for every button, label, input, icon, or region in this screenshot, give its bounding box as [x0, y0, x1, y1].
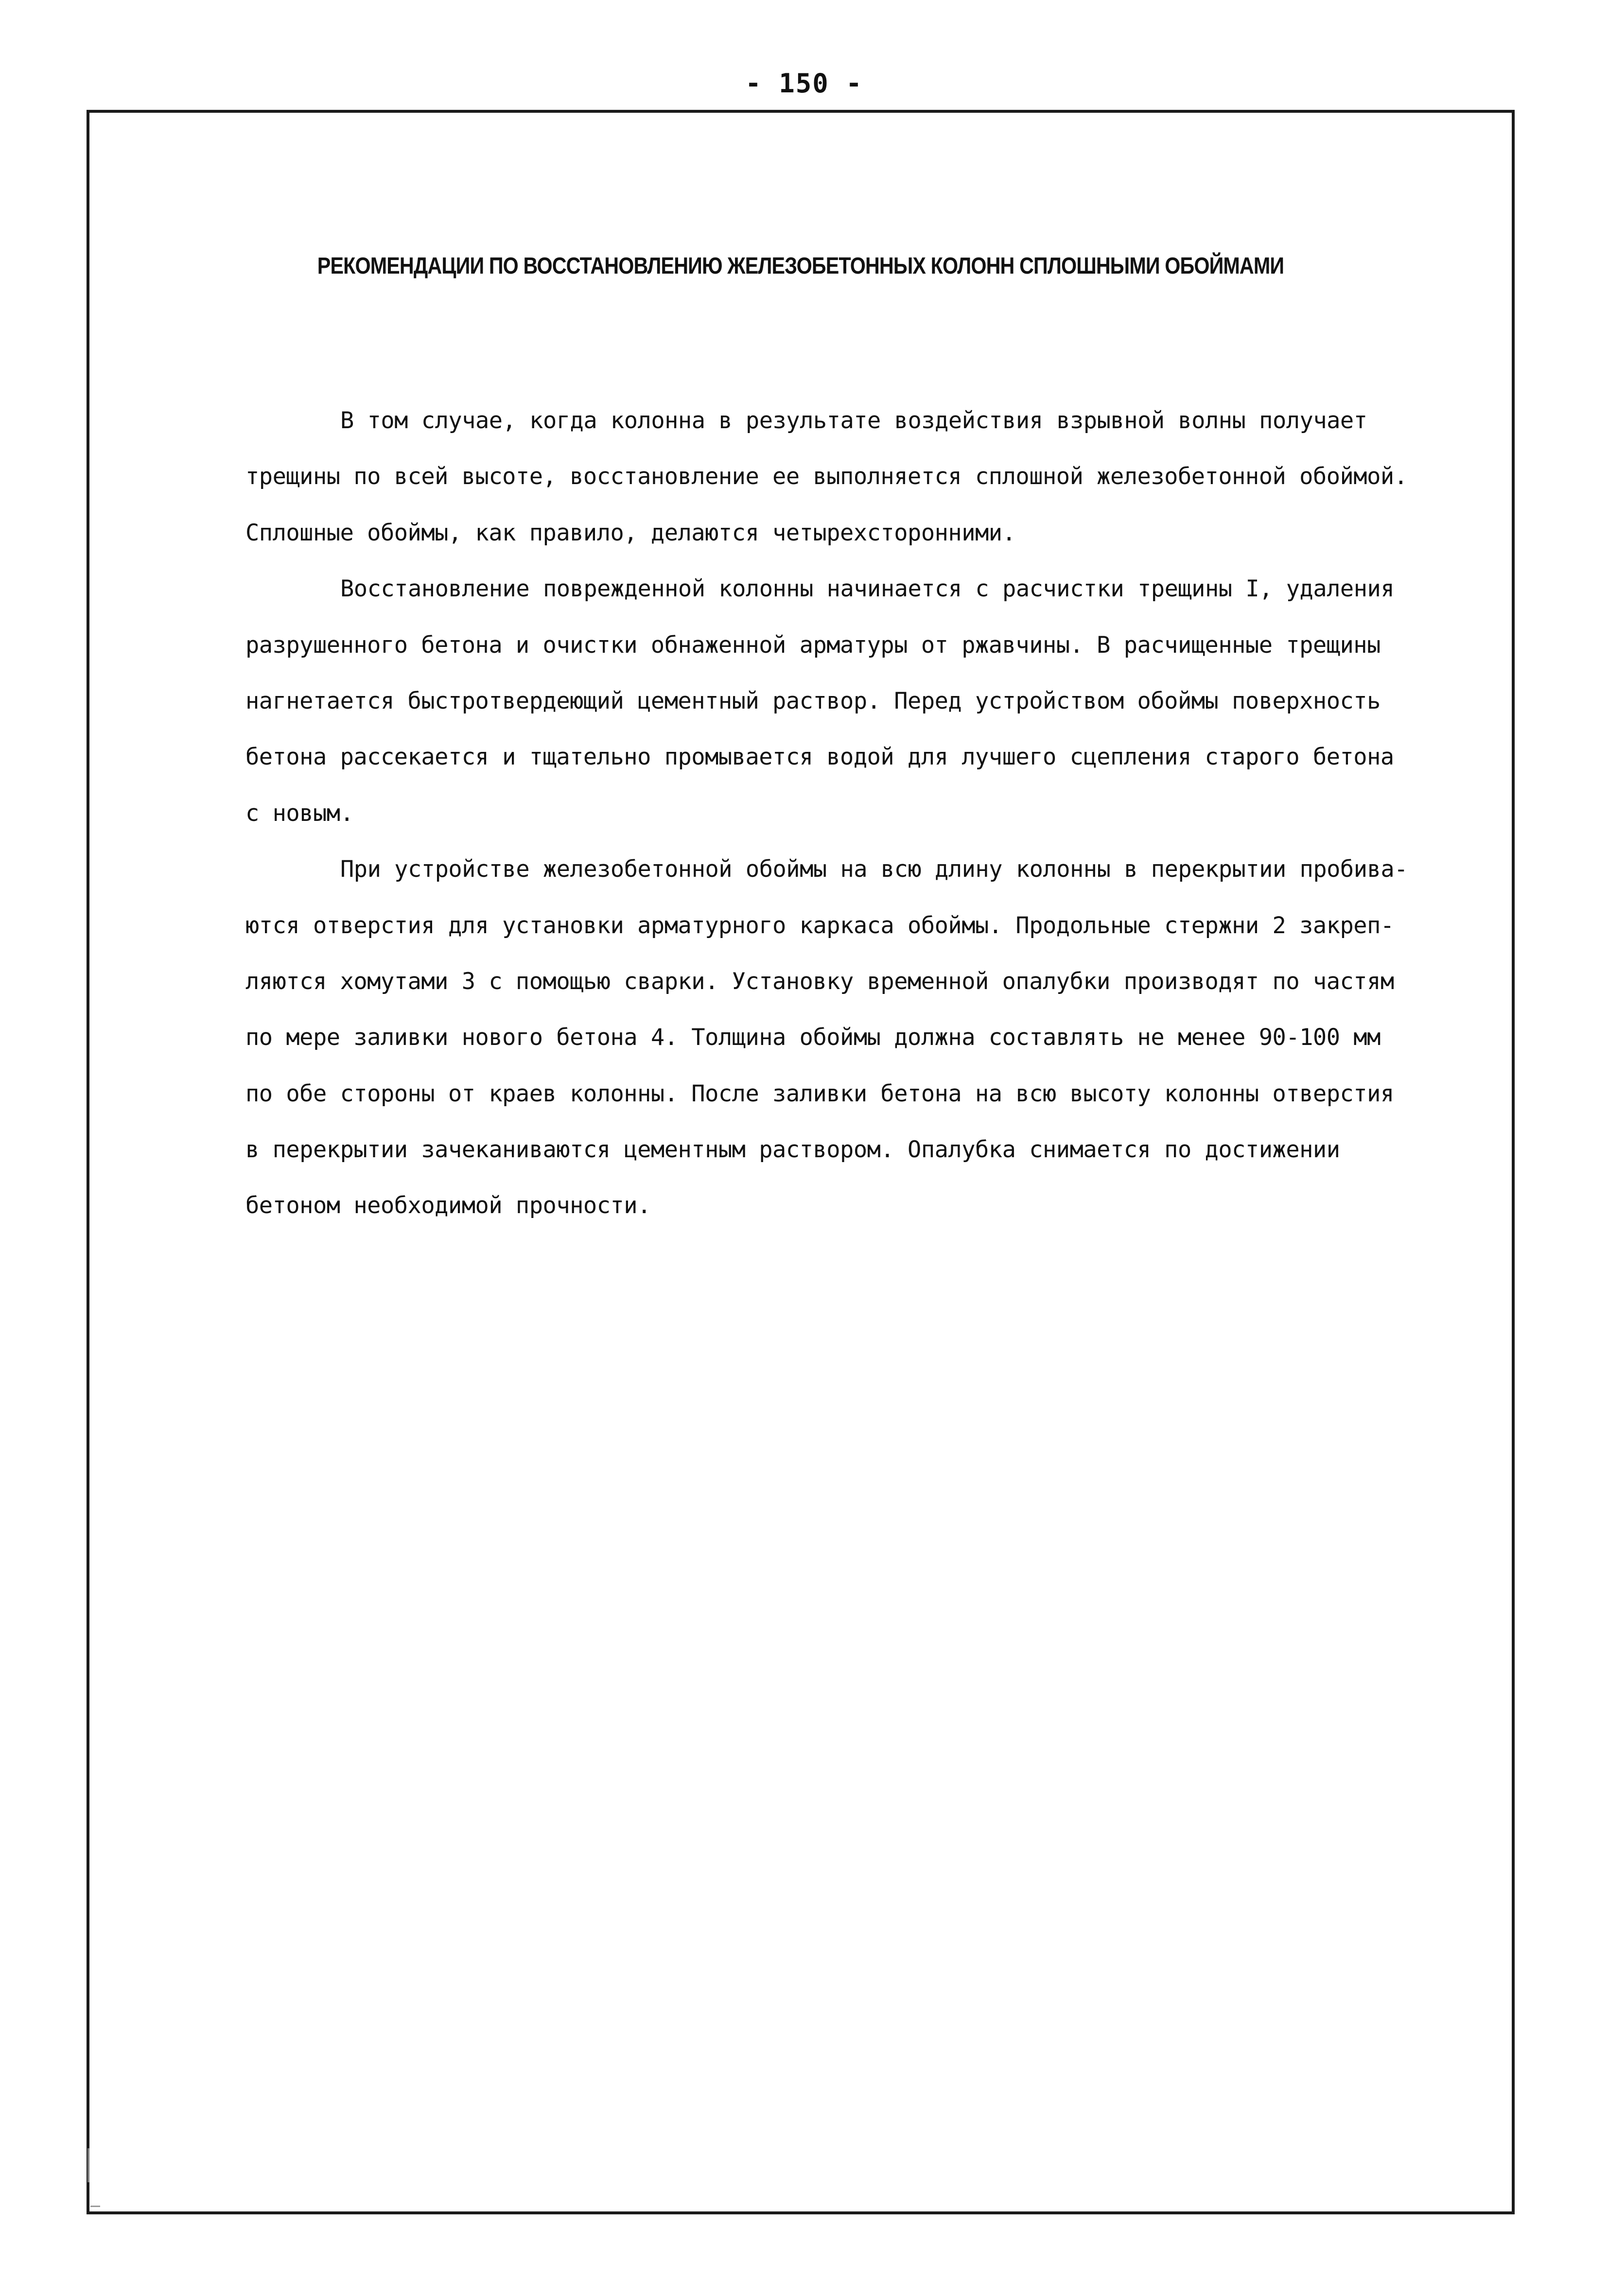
paragraph-line: по мере заливки нового бетона 4. Толщина обоймы должна составлять не менее 90-100 мм — [245, 1024, 1381, 1051]
paragraph-line: в перекрытии зачеканиваются цементным раствором. Опалубка снимается по достижении — [245, 1136, 1340, 1164]
scan-artifact — [90, 2206, 100, 2207]
paragraph-line: В том случае, когда колонна в результате воздействия взрывной волны получает — [340, 407, 1367, 434]
paragraph-line: Восстановление поврежденной колонны начинается с расчистки трещины I, удаления — [340, 575, 1395, 603]
scan-artifact — [87, 2148, 89, 2182]
paragraph-line: ются отверстия для установки арматурного каркаса обоймы. Продольные стержни 2 закреп- — [245, 912, 1394, 939]
page-number: - 150 - — [745, 68, 863, 99]
paragraph-line: бетона рассекается и тщательно промывается водой для лучшего сцепления старого бетона — [245, 744, 1394, 771]
paragraph-line: разрушенного бетона и очистки обнаженной арматуры от ржавчины. В расчищенные трещины — [245, 631, 1381, 659]
paragraph-line: нагнетается быстротвердеющий цементный раствор. Перед устройством обоймы поверхность — [245, 687, 1381, 714]
body-text — [245, 393, 1422, 1234]
paragraph-line: Сплошные обоймы, как правило, делаются четырехсторонними. — [245, 519, 1016, 546]
paragraph-line: При устройстве железобетонной обоймы на всю длину колонны в перекрытии пробива- — [340, 856, 1408, 883]
paragraph-line: с новым. — [245, 800, 354, 827]
document-title: РЕКОМЕНДАЦИИ ПО ВОССТАНОВЛЕНИЮ ЖЕЛЕЗОБЕТОННЫХ КОЛОНН СПЛОШНЫМИ ОБОЙМАМИ — [317, 253, 1284, 279]
paragraph-line: бетоном необходимой прочности. — [245, 1192, 651, 1219]
paragraph-line: трещины по всей высоте, восстановление ее выполняется сплошной железобетонной обоймой. — [245, 463, 1408, 490]
paragraph-line: ляются хомутами 3 с помощью сварки. Установку временной опалубки производят по частям — [245, 968, 1394, 995]
paragraph-line: по обе стороны от краев колонны. После заливки бетона на всю высоту колонны отверстия — [245, 1080, 1394, 1107]
